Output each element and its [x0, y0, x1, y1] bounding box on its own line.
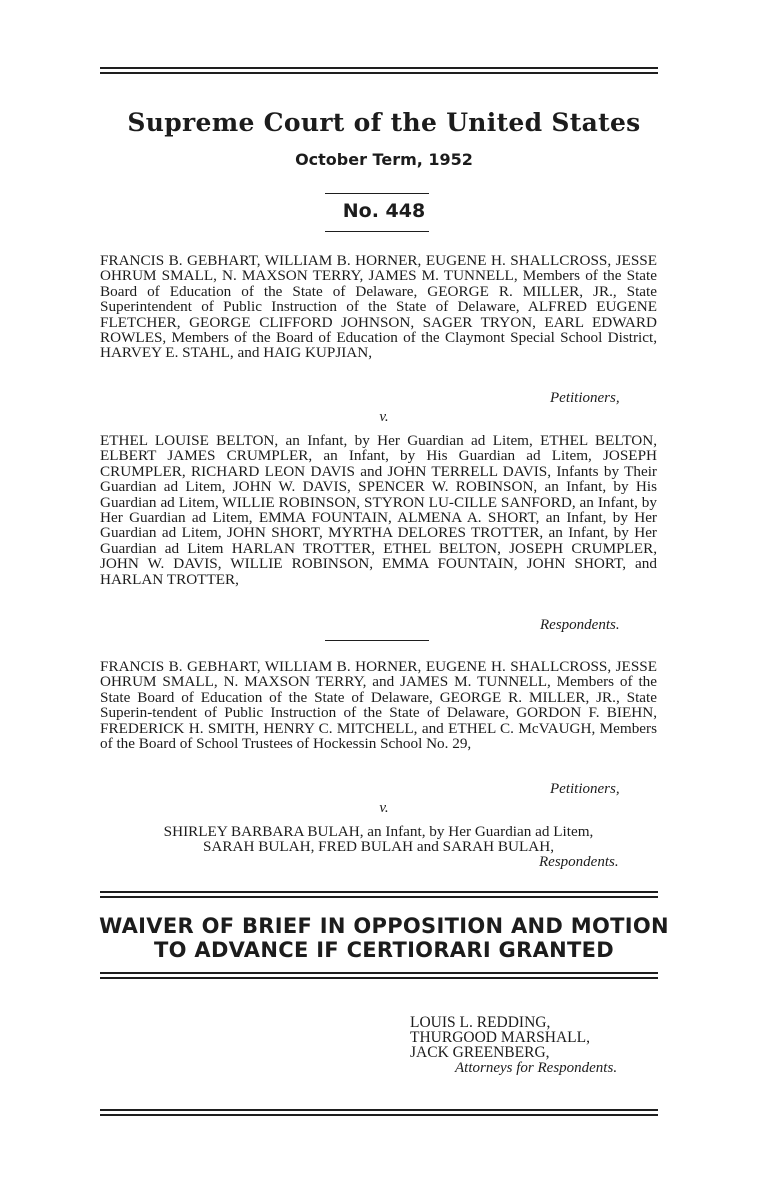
docket-rule-bottom	[325, 231, 429, 232]
case2-petitioners: FRANCIS B. GEBHART, WILLIAM B. HORNER, EUGENE H. SHALLCROSS, JESSE OHRUM SMALL, N. MAXSON TERRY, and JAMES M. TUNNELL, Members of the State Board of Education of the State of Delaware, GEORGE R. MILLER, JR., State Superin-tendent of Public Instruction of the State of Delaware, GORDON F. BIEHN, FREDERICK H. SMITH, HENRY C. MITCHELL, and ETHEL C. McVAUGH, Members of the Board of School Trustees of Hockessin School No. 29,	[100, 658, 657, 753]
term: October Term, 1952	[295, 150, 473, 169]
case2-respondents-label: Respondents.	[539, 854, 619, 870]
docket-number: No. 448	[342, 200, 426, 222]
document-title-line1: WAIVER OF BRIEF IN OPPOSITION AND MOTION	[99, 914, 669, 938]
case2-respondents-line2: SARAH BULAH, FRED BULAH and SARAH BULAH,	[202, 838, 555, 855]
case1-respondents: ETHEL LOUISE BELTON, an Infant, by Her Guardian ad Litem, ETHEL BELTON, ELBERT JAMES CRUMPLER, an Infant, by His Guardian ad Litem, JOSEPH CRUMPLER, RICHARD LEON DAVIS and JOHN TERRELL DAVIS, Infants by Their Guardian ad Litem, JOHN W. DAVIS, SPENCER W. ROBINSON, an Infant, by His Guardian ad Litem, WILLIE ROBINSON, STYRON LU-CILLE SANFORD, an Infant, by Her Guardian ad Litem, EMMA FOUNTAIN, ALMENA A. SHORT, an Infant, by Her Guardian ad Litem, JOHN SHORT, MYRTHA DELORES TROTTER, an Infant, by Her Guardian ad Litem HARLAN TROTTER, ETHEL BELTON, JOSEPH CRUMPLER, JOHN W. DAVIS, WILLIE ROBINSON, EMMA FOUNTAIN, JOHN SHORT, and HARLAN TROTTER,	[100, 432, 657, 588]
case1-petitioners: FRANCIS B. GEBHART, WILLIAM B. HORNER, EUGENE H. SHALLCROSS, JESSE OHRUM SMALL, N. MAXSON TERRY, JAMES M. TUNNELL, Members of the State Board of Education of the State of Delaware, GEORGE R. MILLER, JR., State Superintendent of Public Instruction of the State of Delaware, ALFRED EUGENE FLETCHER, GEORGE CLIFFORD JOHNSON, SAGER TRYON, EARL EDWARD ROWLES, Members of the Board of Education of the Claymont Special School District, HARVEY E. STAHL, and HAIG KUPJIAN,	[100, 252, 657, 362]
case2-respondents-line1: SHIRLEY BARBARA BULAH, an Infant, by Her Guardian ad Litem,	[163, 823, 594, 840]
attorneys-role: Attorneys for Respondents.	[455, 1060, 618, 1076]
case-separator-rule	[325, 640, 429, 641]
bottom-double-rule	[100, 1109, 658, 1116]
attorney-list	[410, 1015, 590, 1060]
case2-petitioners-label: Petitioners,	[550, 781, 620, 797]
docket-rule-top	[325, 193, 429, 194]
attorney-name: JACK GREENBERG,	[410, 1044, 550, 1061]
case1-versus: v.	[379, 409, 389, 425]
title-rule-top	[100, 891, 658, 898]
case1-petitioners-label: Petitioners,	[550, 390, 620, 406]
court-name: Supreme Court of the United States	[127, 108, 641, 137]
document-title	[0, 914, 768, 962]
title-rule-bottom	[100, 972, 658, 979]
case1-respondents-label: Respondents.	[540, 617, 620, 633]
attorney-name: THURGOOD MARSHALL,	[410, 1029, 590, 1046]
top-double-rule	[100, 67, 658, 74]
document-title-line2: TO ADVANCE IF CERTIORARI GRANTED	[154, 938, 614, 962]
case2-versus: v.	[379, 800, 389, 816]
attorney-name: LOUIS L. REDDING,	[410, 1014, 551, 1031]
